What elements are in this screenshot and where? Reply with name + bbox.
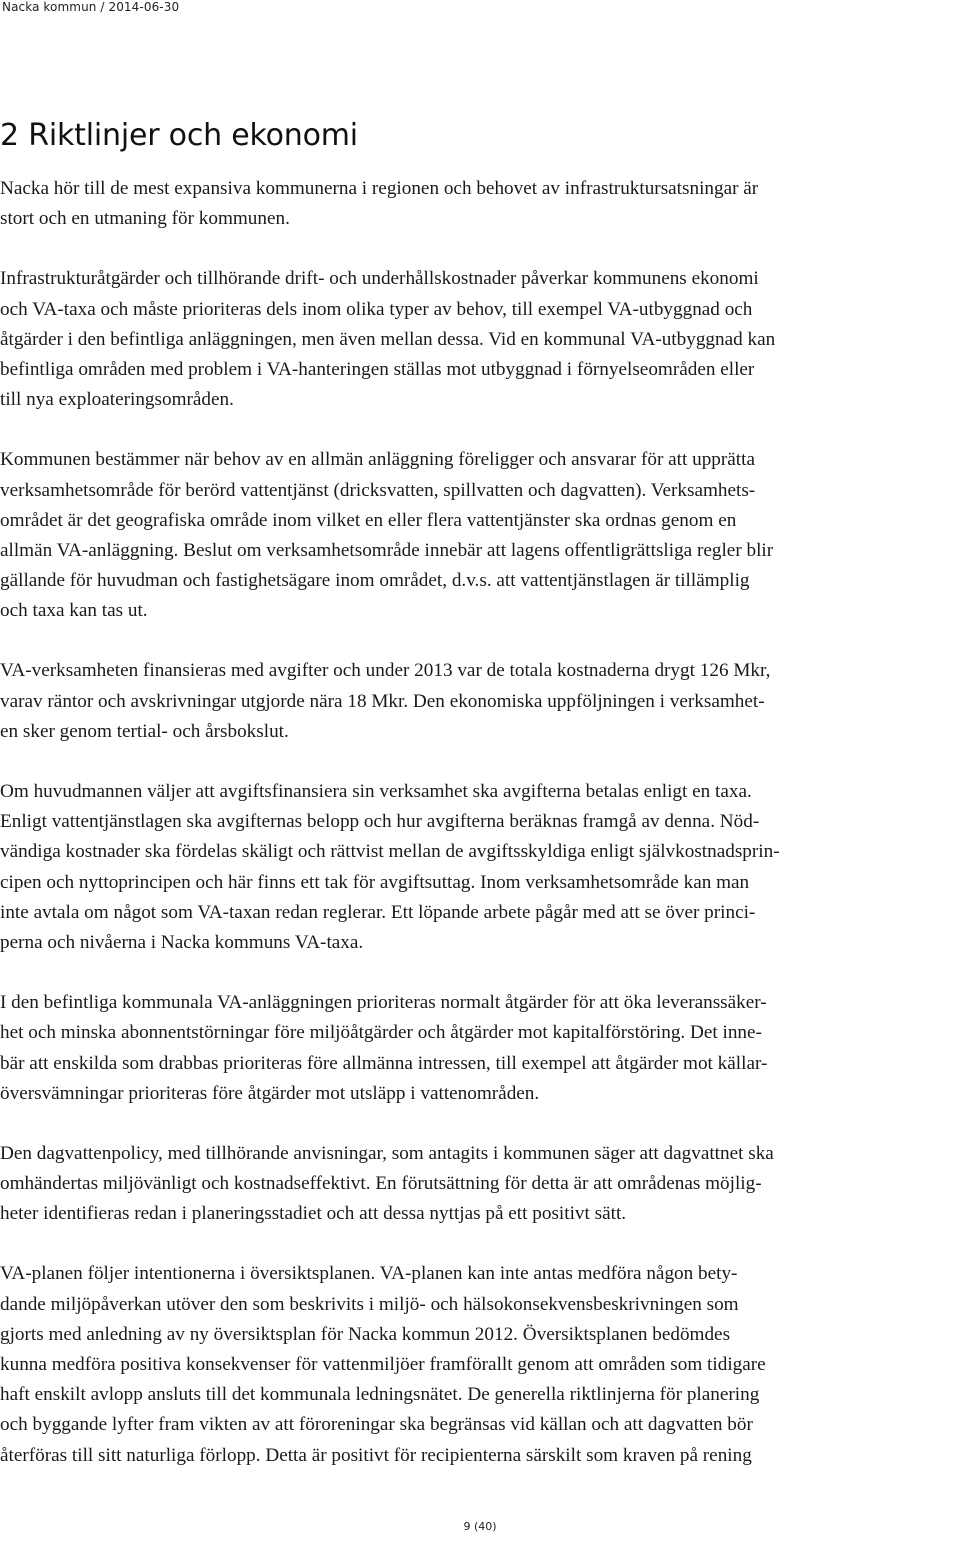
paragraph-overview-plan <box>0 1259 956 1470</box>
text-line: allmän VA-anläggning. Beslut om verksamhetsområde innebär att lagens offentligrättsliga regler blir <box>0 539 774 561</box>
page-number: 9 (40) <box>463 1520 497 1533</box>
text-line: och byggande lyfter fram vikten av att föroreningar ska begränsas vid källan och att dagvatten bör <box>0 1414 753 1436</box>
text-line: dande miljöpåverkan utöver den som beskrivits i miljö- och hälsokonsekvensbeskrivningen som <box>0 1293 739 1315</box>
text-line: verksamhetsområde för berörd vattentjänst (dricksvatten, spillvatten och dagvatten). Verksamhets- <box>0 479 756 501</box>
text-line: vändiga kostnader ska fördelas skäligt och rättvist mellan de avgiftsskyldiga enligt självkostnadsprin- <box>0 841 780 863</box>
text-line: till nya exploateringsområden. <box>0 389 234 411</box>
text-line: Enligt vattentjänstlagen ska avgifternas belopp och hur avgifterna beräknas framgå av denna. Nöd- <box>0 811 760 833</box>
text-line: omhändertas miljövänligt och kostnadseffektivt. En förutsättning för detta är att områdenas möjlig- <box>0 1173 762 1195</box>
text-line: Den dagvattenpolicy, med tillhörande anvisningar, som antagits i kommunen säger att dagvattnet ska <box>0 1142 774 1164</box>
text-line: perna och nivåerna i Nacka kommuns VA-taxa. <box>0 931 364 953</box>
text-line: heter identifieras redan i planeringsstadiet och att dessa nyttjas på ett positivt sätt. <box>0 1203 627 1225</box>
text-line: gällande för huvudman och fastighetsägare inom området, d.v.s. att vattentjänstlagen är tillämplig <box>0 570 750 592</box>
body-text <box>0 174 956 1501</box>
paragraph-service-area <box>0 445 956 626</box>
paragraph-existing-facility <box>0 988 956 1109</box>
running-header: Nacka kommun / 2014-06-30 <box>2 0 180 14</box>
text-line: VA-verksamheten finansieras med avgifter och under 2013 var de totala kostnaderna drygt 126 Mkr, <box>0 660 771 682</box>
text-line: översvämningar prioriteras före åtgärder mot utsläpp i vattenområden. <box>0 1082 540 1104</box>
text-line: en sker genom tertial- och årsbokslut. <box>0 720 289 742</box>
text-line: Om huvudmannen väljer att avgiftsfinansiera sin verksamhet ska avgifterna betalas enligt en taxa. <box>0 781 752 802</box>
text-line: haft enskilt avlopp ansluts till det kommunala ledningsnätet. De generella riktlinjerna för planering <box>0 1384 760 1406</box>
paragraph-stormwater-policy <box>0 1139 956 1230</box>
paragraph-prioritization <box>0 264 956 415</box>
text-line: och VA-taxa och måste prioriteras dels inom olika typer av behov, till exempel VA-utbyggnad och <box>0 298 753 320</box>
text-line: bär att enskilda som drabbas prioriteras före allmänna intressen, till exempel att åtgärder mot källar- <box>0 1052 768 1074</box>
text-line: Kommunen bestämmer när behov av en allmän anläggning föreligger och ansvarar för att upprätta <box>0 449 755 471</box>
text-line: I den befintliga kommunala VA-anläggningen prioriteras normalt åtgärder för att öka leveranssäker- <box>0 992 767 1014</box>
text-line: cipen och nyttoprincipen och här finns ett tak för avgiftsuttag. Inom verksamhetsområde kan man <box>0 871 750 893</box>
text-line: stort och en utmaning för kommunen. <box>0 208 290 230</box>
text-line: och taxa kan tas ut. <box>0 600 148 622</box>
text-line: varav räntor och avskrivningar utgjorde nära 18 Mkr. Den ekonomiska uppföljningen i verksamhet- <box>0 690 765 712</box>
text-line: åtgärder i den befintliga anläggningen, men även mellan dessa. Vid en kommunal VA-utbyggnad kan <box>0 328 776 350</box>
text-line: Infrastrukturåtgärder och tillhörande drift- och underhållskostnader påverkar kommunens ekonomi <box>0 268 759 290</box>
text-line: området är det geografiska område inom vilket en eller flera vattentjänster ska ordnas genom en <box>0 509 737 531</box>
text-line: kunna medföra positiva konsekvenser för vattenmiljöer framförallt genom att områden som tidigare <box>0 1354 766 1375</box>
text-line: befintliga områden med problem i VA-hanteringen ställas mot utbyggnad i förnyelseområden eller <box>0 358 755 380</box>
text-line: VA-planen följer intentionerna i översiktsplanen. VA-planen kan inte antas medföra någon bety- <box>0 1263 738 1285</box>
text-line: het och minska abonnentstörningar före miljöåtgärder och åtgärder mot kapitalförstöring. Det inne- <box>0 1022 762 1044</box>
text-line: inte avtala om något som VA-taxan redan reglerar. Ett löpande arbete pågår med att se över princi- <box>0 901 756 923</box>
paragraph-fees <box>0 777 956 958</box>
section-heading: 2 Riktlinjer och ekonomi <box>0 118 358 153</box>
text-line: gjorts med anledning av ny översiktsplan för Nacka kommun 2012. Översiktsplanen bedömdes <box>0 1323 731 1345</box>
paragraph-financing <box>0 656 956 747</box>
paragraph-infrastructure-intro <box>0 174 956 234</box>
text-line: återföras till sitt naturliga förlopp. Detta är positivt för recipienterna särskilt som kraven på rening <box>0 1444 752 1466</box>
text-line: Nacka hör till de mest expansiva kommunerna i regionen och behovet av infrastruktursatsningar är <box>0 178 759 199</box>
